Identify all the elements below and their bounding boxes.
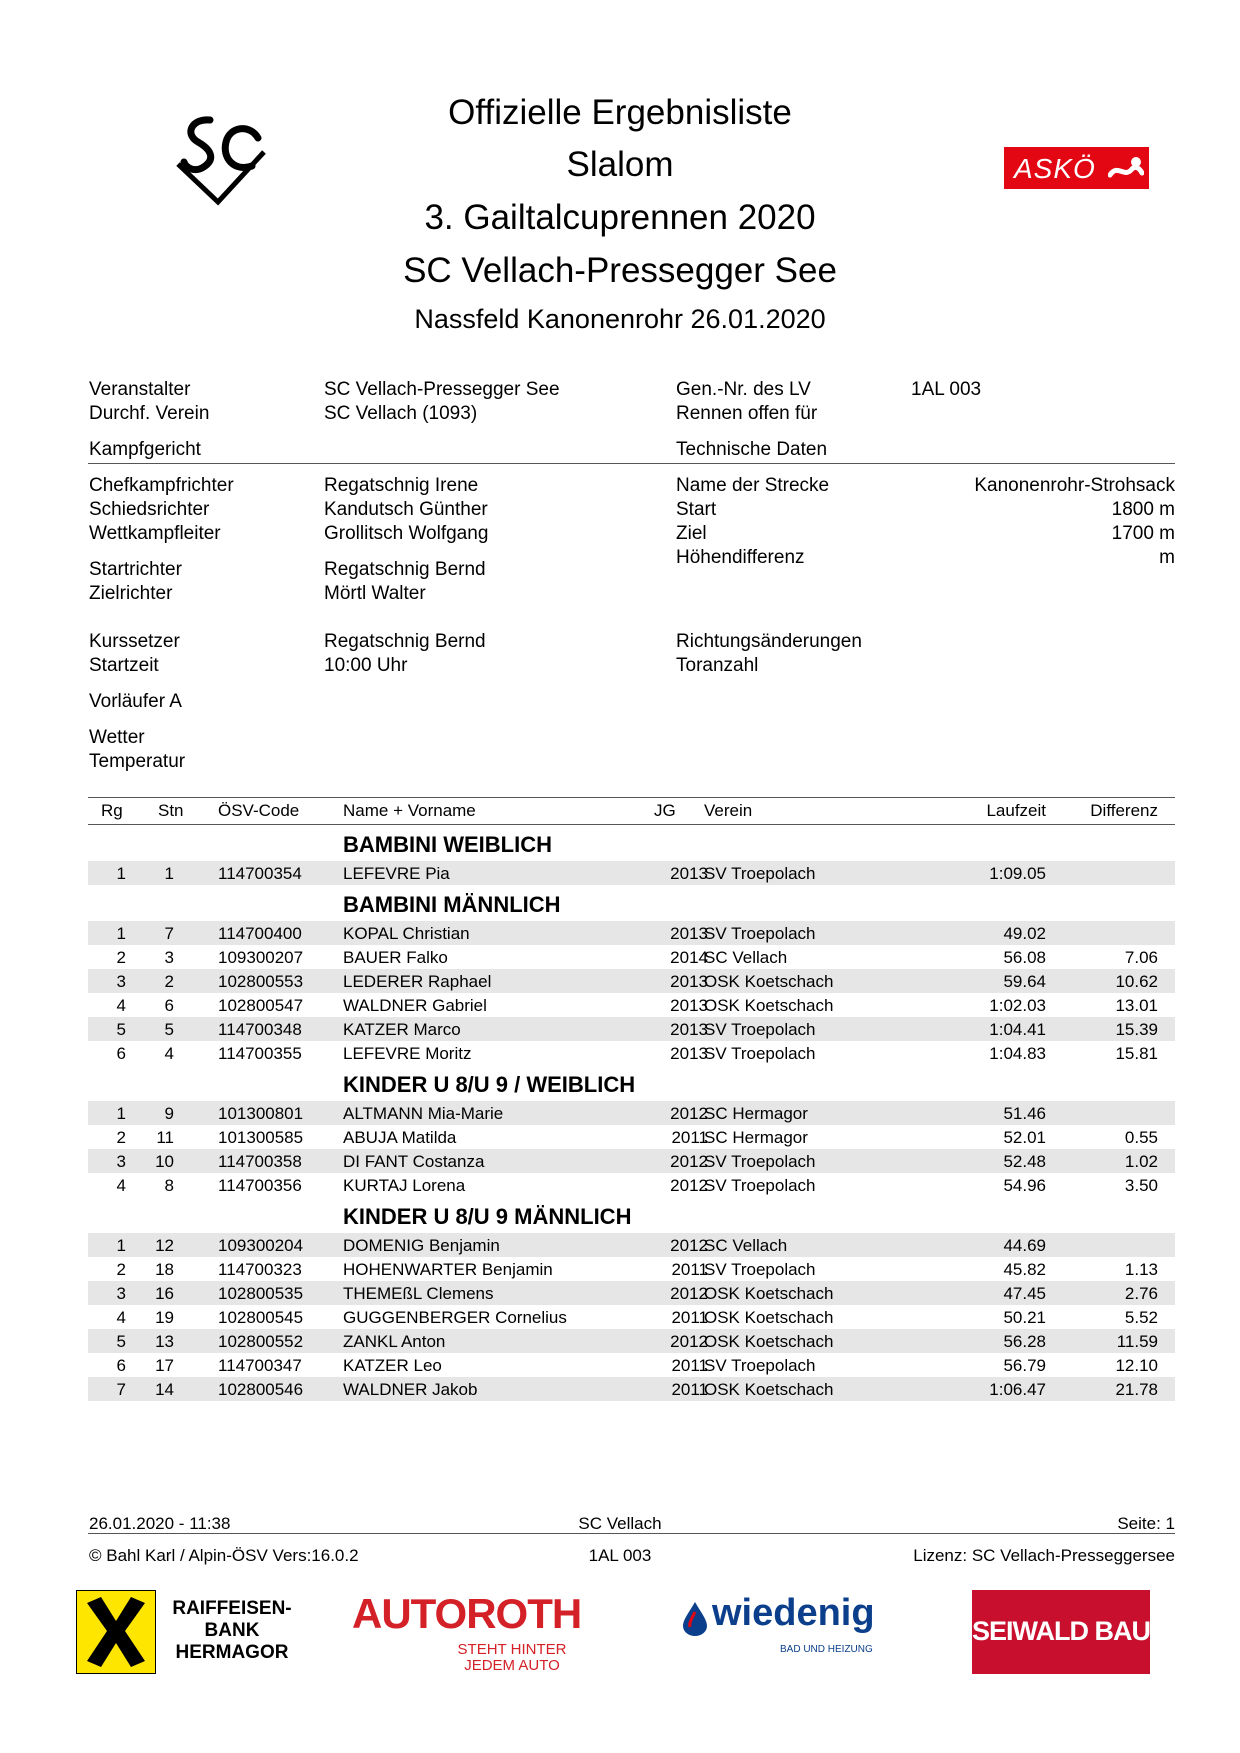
table-row — [88, 921, 1175, 945]
autoroth-name: AUTOROTH — [352, 1590, 582, 1637]
cell-code: 109300204 — [218, 1236, 304, 1255]
divider — [88, 463, 1175, 464]
cell-stn: 19 — [155, 1308, 174, 1327]
cell-jg: 2013 — [670, 864, 708, 883]
gen-nr-label: Gen.-Nr. des LV — [676, 379, 811, 400]
cell-verein: SV Troepolach — [704, 1176, 816, 1195]
ziel-value: 1700 m — [1111, 523, 1175, 544]
subtitle: Nassfeld Kanonenrohr 26.01.2020 — [414, 304, 826, 334]
cell-laufzeit: 1:02.03 — [989, 996, 1046, 1015]
table-row — [88, 1233, 1175, 1257]
cell-diff: 3.50 — [1124, 1176, 1158, 1195]
cell-rg: 1 — [116, 864, 126, 883]
raiffeisen-line-2: BANK — [204, 1620, 260, 1641]
raiffeisen-line-1: RAIFFEISEN- — [172, 1598, 292, 1619]
table-row — [88, 1377, 1175, 1401]
cell-laufzeit: 50.21 — [1003, 1308, 1046, 1327]
col-jg: JG — [654, 801, 676, 820]
raiffeisen-logo — [76, 1590, 296, 1674]
cell-rg: 5 — [116, 1332, 126, 1351]
cell-jg: 2013 — [670, 1044, 708, 1063]
cell-code: 102800552 — [218, 1332, 304, 1351]
table-row — [88, 1017, 1175, 1041]
cell-stn: 14 — [155, 1380, 174, 1399]
cell-verein: OSK Koetschach — [704, 1308, 834, 1327]
ziel-label: Ziel — [676, 523, 707, 544]
cell-stn: 11 — [156, 1128, 174, 1147]
table-row — [88, 1329, 1175, 1353]
cell-verein: SC Vellach — [704, 1236, 788, 1255]
kurssetzer-label: Kurssetzer — [89, 631, 180, 652]
table-row — [88, 945, 1175, 969]
cell-verein: SV Troepolach — [704, 1044, 816, 1063]
temperatur-label: Temperatur — [89, 751, 186, 772]
cell-name: THEMEßL Clemens — [343, 1284, 494, 1303]
wiedenig-tagline: BAD UND HEIZUNG — [780, 1644, 873, 1655]
cell-laufzeit: 52.48 — [1003, 1152, 1046, 1171]
cell-code: 102800553 — [218, 972, 304, 991]
group-title — [88, 825, 1175, 861]
autoroth-logo — [352, 1590, 592, 1674]
cell-name: LEFEVRE Pia — [343, 864, 450, 883]
cell-stn: 7 — [164, 924, 174, 943]
cell-rg: 1 — [116, 1104, 126, 1123]
cell-jg: 2012 — [670, 1176, 708, 1195]
cell-code: 114700323 — [218, 1260, 302, 1279]
cell-name: WALDNER Jakob — [343, 1380, 478, 1399]
cell-jg: 2011 — [671, 1260, 708, 1279]
cell-name: DI FANT Costanza — [343, 1152, 485, 1171]
cell-laufzeit: 56.08 — [1003, 948, 1046, 967]
cell-laufzeit: 1:09.05 — [989, 864, 1046, 883]
cell-verein: OSK Koetschach — [704, 1332, 834, 1351]
col-laufzeit: Laufzeit — [986, 801, 1046, 820]
raiffeisen-line-3: HERMAGOR — [175, 1642, 289, 1663]
cell-verein: SV Troepolach — [704, 924, 816, 943]
cell-stn: 4 — [164, 1044, 174, 1063]
table-row — [88, 993, 1175, 1017]
cell-name: HOHENWARTER Benjamin — [343, 1260, 553, 1279]
cell-code: 102800535 — [218, 1284, 304, 1303]
cell-rg: 1 — [116, 924, 126, 943]
cell-laufzeit: 56.28 — [1003, 1332, 1046, 1351]
autoroth-tagline-2: JEDEM AUTO — [464, 1657, 560, 1674]
cell-verein: SV Troepolach — [704, 1356, 816, 1375]
cell-diff: 21.78 — [1115, 1380, 1158, 1399]
cell-verein: SV Troepolach — [704, 1020, 816, 1039]
cell-jg: 2013 — [670, 996, 708, 1015]
cell-name: KURTAJ Lorena — [343, 1176, 466, 1195]
cell-rg: 4 — [116, 1308, 126, 1327]
cell-code: 114700347 — [218, 1356, 302, 1375]
cell-laufzeit: 49.02 — [1003, 924, 1046, 943]
cell-laufzeit: 1:06.47 — [989, 1380, 1046, 1399]
toranzahl-label: Toranzahl — [676, 655, 759, 676]
cell-diff: 13.01 — [1115, 996, 1158, 1015]
cell-rg: 3 — [116, 1284, 126, 1303]
wiedenig-name: wiedenig — [712, 1592, 875, 1634]
table-row — [88, 861, 1175, 885]
raiffeisen-emblem-icon — [76, 1590, 156, 1674]
veranstalter-label: Veranstalter — [89, 379, 191, 400]
cell-name: BAUER Falko — [343, 948, 448, 967]
cell-jg: 2013 — [670, 924, 708, 943]
cell-rg: 3 — [116, 1152, 126, 1171]
seiwald-bau-name: SEIWALD BAU — [972, 1616, 1150, 1646]
col-verein: Verein — [704, 801, 753, 820]
askoe-logo-text: ASKÖ — [1014, 153, 1096, 184]
cell-stn: 10 — [155, 1152, 174, 1171]
cell-jg: 2012 — [670, 1152, 708, 1171]
zielrichter-value: Mörtl Walter — [324, 583, 426, 604]
cell-jg: 2013 — [670, 1020, 708, 1039]
cell-code: 114700358 — [218, 1152, 302, 1171]
cell-rg: 4 — [116, 996, 126, 1015]
cell-diff: 2.76 — [1124, 1284, 1158, 1303]
cell-stn: 12 — [155, 1236, 174, 1255]
cell-rg: 2 — [116, 948, 126, 967]
table-row — [88, 1149, 1175, 1173]
footer-license: Lizenz: SC Vellach-Presseggersee — [913, 1546, 1175, 1565]
wettkampfleiter-label: Wettkampfleiter — [89, 523, 221, 544]
cell-name: KOPAL Christian — [343, 924, 470, 943]
hoehendifferenz-label: Höhendifferenz — [676, 547, 805, 568]
hoehendifferenz-value: m — [1159, 547, 1175, 568]
cell-name: ALTMANN Mia-Marie — [343, 1104, 504, 1123]
kurssetzer-value: Regatschnig Bernd — [324, 631, 486, 652]
strecke-label: Name der Strecke — [676, 475, 830, 496]
durchf-verein-value: SC Vellach (1093) — [324, 403, 478, 424]
cell-verein: SC Vellach — [704, 948, 788, 967]
cell-name: GUGGENBERGER Cornelius — [343, 1308, 567, 1327]
wetter-label: Wetter — [89, 727, 145, 748]
gen-nr-value: 1AL 003 — [911, 379, 982, 400]
cell-jg: 2012 — [670, 1236, 708, 1255]
cell-code: 114700400 — [218, 924, 302, 943]
cell-rg: 2 — [116, 1128, 126, 1147]
cell-code: 114700348 — [218, 1020, 302, 1039]
cell-name: DOMENIG Benjamin — [343, 1236, 500, 1255]
group-title — [88, 1065, 1175, 1101]
cell-diff: 15.39 — [1115, 1020, 1158, 1039]
cell-laufzeit: 44.69 — [1003, 1236, 1046, 1255]
cell-rg: 3 — [116, 972, 126, 991]
startrichter-value: Regatschnig Bernd — [324, 559, 486, 580]
title-line-1: Offizielle Ergebnisliste — [448, 93, 792, 132]
cell-name: ZANKL Anton — [343, 1332, 446, 1351]
kampfgericht-label: Kampfgericht — [89, 439, 201, 460]
autoroth-tagline-1: STEHT HINTER — [457, 1641, 567, 1658]
cell-rg: 6 — [116, 1356, 126, 1375]
cell-laufzeit: 1:04.41 — [989, 1020, 1046, 1039]
vorlaeufer-label: Vorläufer A — [89, 691, 182, 712]
cell-jg: 2011 — [671, 1356, 708, 1375]
chefkampfrichter-value: Regatschnig Irene — [324, 475, 479, 496]
cell-code: 109300207 — [218, 948, 304, 967]
table-row — [88, 1281, 1175, 1305]
startrichter-label: Startrichter — [89, 559, 182, 580]
cell-jg: 2011 — [671, 1380, 708, 1399]
table-header — [88, 798, 1175, 824]
table-row — [88, 1125, 1175, 1149]
cell-verein: OSK Koetschach — [704, 1284, 834, 1303]
cell-name: KATZER Leo — [343, 1356, 442, 1375]
cell-name: KATZER Marco — [343, 1020, 461, 1039]
startzeit-label: Startzeit — [89, 655, 159, 676]
group-title-text: BAMBINI MÄNNLICH — [343, 892, 561, 917]
cell-diff: 7.06 — [1124, 948, 1158, 967]
zielrichter-label: Zielrichter — [89, 583, 173, 604]
cell-code: 102800545 — [218, 1308, 304, 1327]
veranstalter-value: SC Vellach-Pressegger See — [324, 379, 560, 400]
group-title-text: KINDER U 8/U 9 / WEIBLICH — [343, 1072, 636, 1097]
cell-stn: 9 — [164, 1104, 174, 1123]
footer-club: SC Vellach — [578, 1514, 662, 1533]
cell-rg: 2 — [116, 1260, 126, 1279]
group-title-text: BAMBINI WEIBLICH — [343, 832, 552, 857]
cell-verein: SC Hermagor — [704, 1128, 808, 1147]
cell-code: 102800547 — [218, 996, 304, 1015]
cell-name: WALDNER Gabriel — [343, 996, 487, 1015]
cell-verein: SV Troepolach — [704, 864, 816, 883]
cell-diff: 10.62 — [1115, 972, 1158, 991]
col-rg: Rg — [101, 801, 123, 820]
table-row — [88, 1101, 1175, 1125]
cell-rg: 1 — [116, 1236, 126, 1255]
cell-stn: 6 — [164, 996, 174, 1015]
cell-laufzeit: 56.79 — [1003, 1356, 1046, 1375]
table-row — [88, 1173, 1175, 1197]
cell-rg: 7 — [116, 1380, 126, 1399]
cell-jg: 2012 — [670, 1332, 708, 1351]
cell-stn: 17 — [155, 1356, 174, 1375]
cell-stn: 1 — [164, 864, 174, 883]
cell-jg: 2011 — [671, 1308, 708, 1327]
cell-diff: 5.52 — [1124, 1308, 1158, 1327]
cell-code: 114700356 — [218, 1176, 302, 1195]
cell-stn: 13 — [155, 1332, 174, 1351]
askoe-swoosh-icon — [1108, 155, 1144, 181]
richtungsaenderungen-label: Richtungsänderungen — [676, 631, 862, 652]
cell-diff: 1.02 — [1124, 1152, 1158, 1171]
title-line-4: SC Vellach-Pressegger See — [403, 251, 837, 290]
wettkampfleiter-value: Grollitsch Wolfgang — [324, 523, 489, 544]
technische-daten-label: Technische Daten — [676, 439, 828, 460]
cell-code: 101300585 — [218, 1128, 304, 1147]
footer-code: 1AL 003 — [588, 1546, 652, 1565]
start-label: Start — [676, 499, 717, 520]
cell-stn: 16 — [155, 1284, 174, 1303]
cell-stn: 2 — [164, 972, 174, 991]
footer-copyright: © Bahl Karl / Alpin-ÖSV Vers:16.0.2 — [89, 1546, 359, 1565]
start-value: 1800 m — [1111, 499, 1175, 520]
cell-laufzeit: 47.45 — [1003, 1284, 1046, 1303]
cell-jg: 2014 — [670, 948, 708, 967]
schiedsrichter-value: Kandutsch Günther — [324, 499, 488, 520]
cell-rg: 6 — [116, 1044, 126, 1063]
cell-diff: 12.10 — [1115, 1356, 1158, 1375]
cell-diff: 15.81 — [1115, 1044, 1158, 1063]
cell-laufzeit: 45.82 — [1003, 1260, 1046, 1279]
strecke-value: Kanonenrohr-Strohsack — [974, 475, 1175, 496]
sc-vellach-logo — [172, 112, 272, 207]
seiwald-bau-logo — [972, 1590, 1150, 1674]
cell-laufzeit: 54.96 — [1003, 1176, 1046, 1195]
cell-code: 102800546 — [218, 1380, 304, 1399]
cell-rg: 4 — [116, 1176, 126, 1195]
cell-stn: 8 — [164, 1176, 174, 1195]
table-row — [88, 1353, 1175, 1377]
wiedenig-logo — [680, 1592, 890, 1680]
cell-stn: 3 — [164, 948, 174, 967]
cell-verein: OSK Koetschach — [704, 1380, 834, 1399]
rennen-offen-label: Rennen offen für — [676, 403, 818, 424]
cell-stn: 5 — [164, 1020, 174, 1039]
footer-page: Seite: 1 — [1117, 1514, 1175, 1533]
cell-jg: 2012 — [670, 1104, 708, 1123]
col-differenz: Differenz — [1090, 801, 1158, 820]
cell-laufzeit: 51.46 — [1003, 1104, 1046, 1123]
col-name: Name + Vorname — [343, 801, 476, 820]
table-row — [88, 1305, 1175, 1329]
cell-rg: 5 — [116, 1020, 126, 1039]
col-stn: Stn — [158, 801, 184, 820]
cell-verein: OSK Koetschach — [704, 972, 834, 991]
schiedsrichter-label: Schiedsrichter — [89, 499, 210, 520]
durchf-verein-label: Durchf. Verein — [89, 403, 210, 424]
cell-laufzeit: 1:04.83 — [989, 1044, 1046, 1063]
cell-name: LEFEVRE Moritz — [343, 1044, 472, 1063]
group-title-text: KINDER U 8/U 9 MÄNNLICH — [343, 1204, 632, 1229]
cell-code: 114700354 — [218, 864, 302, 883]
title-line-3: 3. Gailtalcuprennen 2020 — [424, 198, 816, 237]
cell-jg: 2013 — [670, 972, 708, 991]
footer-datetime: 26.01.2020 - 11:38 — [89, 1514, 231, 1533]
cell-diff: 1.13 — [1124, 1260, 1158, 1279]
table-row — [88, 1257, 1175, 1281]
cell-stn: 18 — [155, 1260, 174, 1279]
group-title — [88, 1197, 1175, 1233]
cell-verein: SV Troepolach — [704, 1260, 816, 1279]
table-row — [88, 969, 1175, 993]
cell-laufzeit: 52.01 — [1003, 1128, 1046, 1147]
cell-code: 114700355 — [218, 1044, 302, 1063]
result-groups — [88, 825, 1175, 1401]
cell-verein: SV Troepolach — [704, 1152, 816, 1171]
cell-name: LEDERER Raphael — [343, 972, 492, 991]
chefkampfrichter-label: Chefkampfrichter — [89, 475, 234, 496]
cell-jg: 2011 — [671, 1128, 708, 1147]
cell-name: ABUJA Matilda — [343, 1128, 457, 1147]
askoe-logo — [1004, 147, 1149, 189]
cell-jg: 2012 — [670, 1284, 708, 1303]
cell-code: 101300801 — [218, 1104, 304, 1123]
cell-diff: 0.55 — [1124, 1128, 1158, 1147]
cell-diff: 11.59 — [1116, 1332, 1158, 1351]
title-line-2: Slalom — [566, 145, 674, 184]
startzeit-value: 10:00 Uhr — [324, 655, 408, 676]
cell-verein: SC Hermagor — [704, 1104, 808, 1123]
cell-laufzeit: 59.64 — [1003, 972, 1046, 991]
col-code: ÖSV-Code — [218, 801, 300, 820]
results-table — [88, 798, 1175, 1401]
wiedenig-drop-icon — [680, 1600, 710, 1636]
table-row — [88, 1041, 1175, 1065]
group-title — [88, 885, 1175, 921]
cell-verein: OSK Koetschach — [704, 996, 834, 1015]
